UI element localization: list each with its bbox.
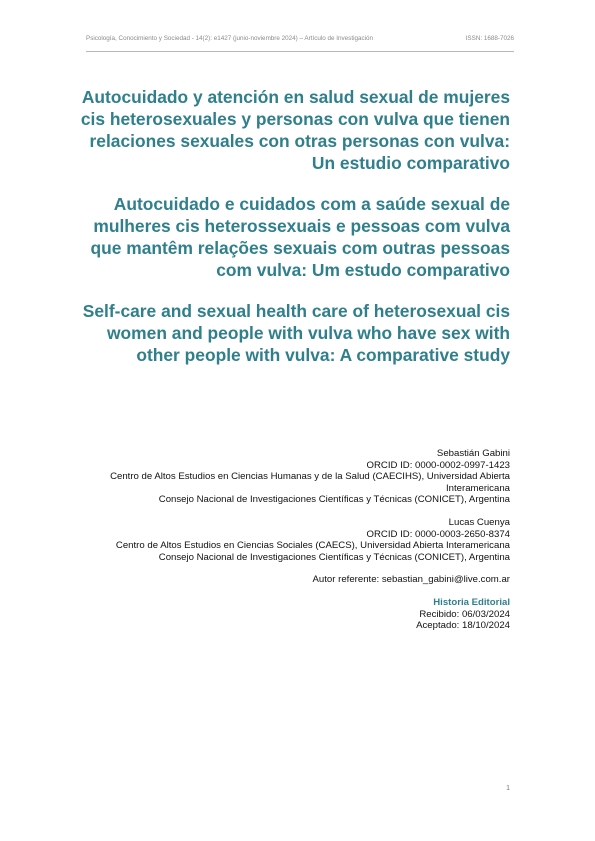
title-block (70, 86, 510, 366)
corresponding-author: Autor referente: sebastian_gabini@live.com.ar (312, 574, 510, 586)
page-number: 1 (506, 785, 510, 792)
author-affiliation: Consejo Nacional de Investigaciones Científicas y Técnicas (CONICET), Argentina (158, 551, 510, 563)
issn: ISSN: 1688-7026 (465, 35, 514, 42)
title-english: Self-care and sexual health care of heterosexual cis women and people with vulva who have sex with other people with vulva: A comparative study (82, 301, 510, 365)
editorial-history (70, 597, 510, 632)
history-title: Historia Editorial (433, 596, 510, 608)
author-affiliation: Centro de Altos Estudios en Ciencias Sociales (CAECS), Universidad Abierta Interamericana (115, 540, 510, 552)
running-header (86, 35, 514, 42)
accepted-date: Aceptado: 18/10/2024 (416, 620, 510, 632)
author-orcid: ORCID ID: 0000-0002-0997-1423 (366, 459, 510, 471)
author-info (70, 448, 510, 632)
author-block (70, 517, 510, 563)
author-affiliation: Consejo Nacional de Investigaciones Científicas y Técnicas (CONICET), Argentina (158, 494, 510, 506)
title-portuguese: Autocuidado e cuidados com a saúde sexual de mulheres cis heterossexuais e pessoas com vulva que mantêm relações sexuais com outras pessoas com vulva: Um estudo comparativo (90, 194, 510, 280)
header-divider (86, 51, 514, 52)
author-name: Sebastián Gabini (436, 448, 510, 459)
author-block (70, 448, 510, 506)
received-date: Recibido: 06/03/2024 (419, 608, 510, 620)
title-spanish: Autocuidado y atención en salud sexual de mujeres cis heterosexuales y personas con vulva que tienen relaciones sexuales con otras personas con vulva: Un estudio comparativo (80, 87, 510, 173)
author-affiliation: Centro de Altos Estudios en Ciencias Humanas y de la Salud (CAECIHS), Universidad Abierta Interamericana (110, 471, 510, 494)
journal-citation: Psicología, Conocimiento y Sociedad - 14(2): e1427 (junio-noviembre 2024) – Artículo de Investigación (86, 35, 374, 42)
author-orcid: ORCID ID: 0000-0003-2650-8374 (366, 528, 510, 540)
author-name: Lucas Cuenya (448, 516, 510, 528)
